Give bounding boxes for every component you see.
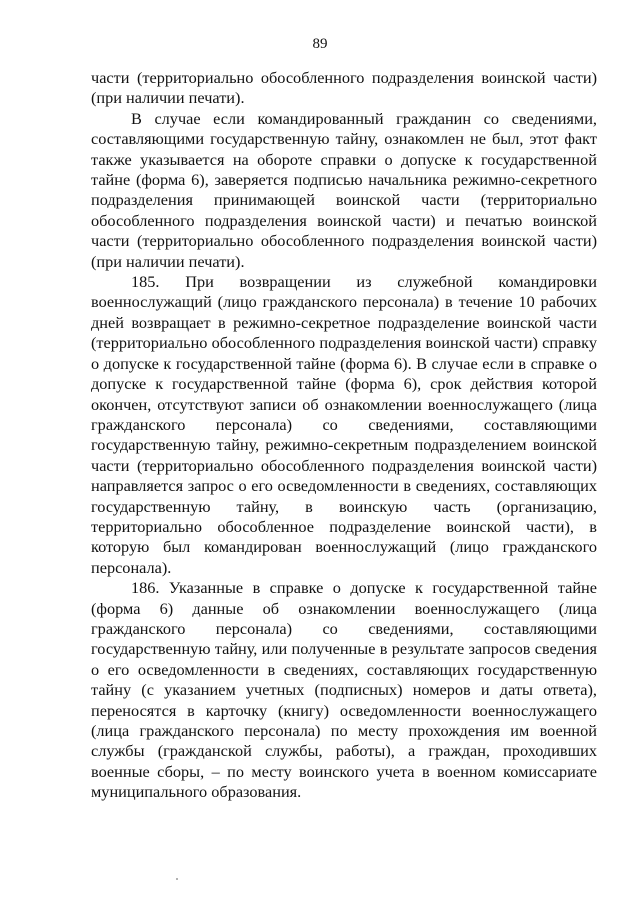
document-body [91, 68, 597, 803]
scan-speck [176, 878, 178, 880]
paragraph-unfamiliarized-case: В случае если командированный гражданин со сведениями, составляющими государственную тайну, ознакомлен не был, этот факт также указывается на обороте справки о допуске к государственной тайне (форма 6), заверяется подписью начальника режимно-секретного подразделения принимающей воинской части (территориально обособленного подразделения воинской части) и печатью воинской части (территориально обособленного подразделения воинской части) (при наличии печати). [91, 108, 597, 271]
page-number: 89 [312, 36, 328, 52]
paragraph-185: 185. При возвращении из служебной командировки военнослужащий (лицо гражданского персонала) в течение 10 рабочих дней возвращает в режимно-секретное подразделение воинской части (территориально обособленного подразделения воинской части) справку о допуске к государственной тайне (форма 6). В случае если в справке о допуске к государственной тайне (форма 6), срок действия которой окончен, отсутствуют записи об ознакомлении военнослужащего (лица гражданского персонала) со сведениями, составляющими государственную тайну, режимно-секретным подразделением воинской части (территориально обособленного подразделения воинской части) направляется запрос о его осведомленности в сведениях, составляющих государственную тайну, в воинскую часть (организацию, территориально обособленное подразделение воинской части), в которую был командирован военнослужащий (лицо гражданского персонала). [91, 272, 597, 577]
paragraph-186: 186. Указанные в справке о допуске к государственной тайне (форма 6) данные об ознакомлении военнослужащего (лица гражданского персонала) со сведениями, составляющими государственную тайну, или полученные в результате запросов сведения о его осведомленности в сведениях, составляющих государственную тайну (с указанием учетных (подписных) номеров и даты ответа), переносятся в карточку (книгу) осведомленности военнослужащего (лица гражданского персонала) по месту прохождения им военной службы (гражданской службы, работы), а граждан, проходивших военные сборы, – по месту воинского учета в военном комиссариате муниципального образования. [91, 578, 597, 802]
paragraph-continuation: части (территориально обособленного подразделения воинской части) (при наличии печати). [91, 68, 597, 108]
